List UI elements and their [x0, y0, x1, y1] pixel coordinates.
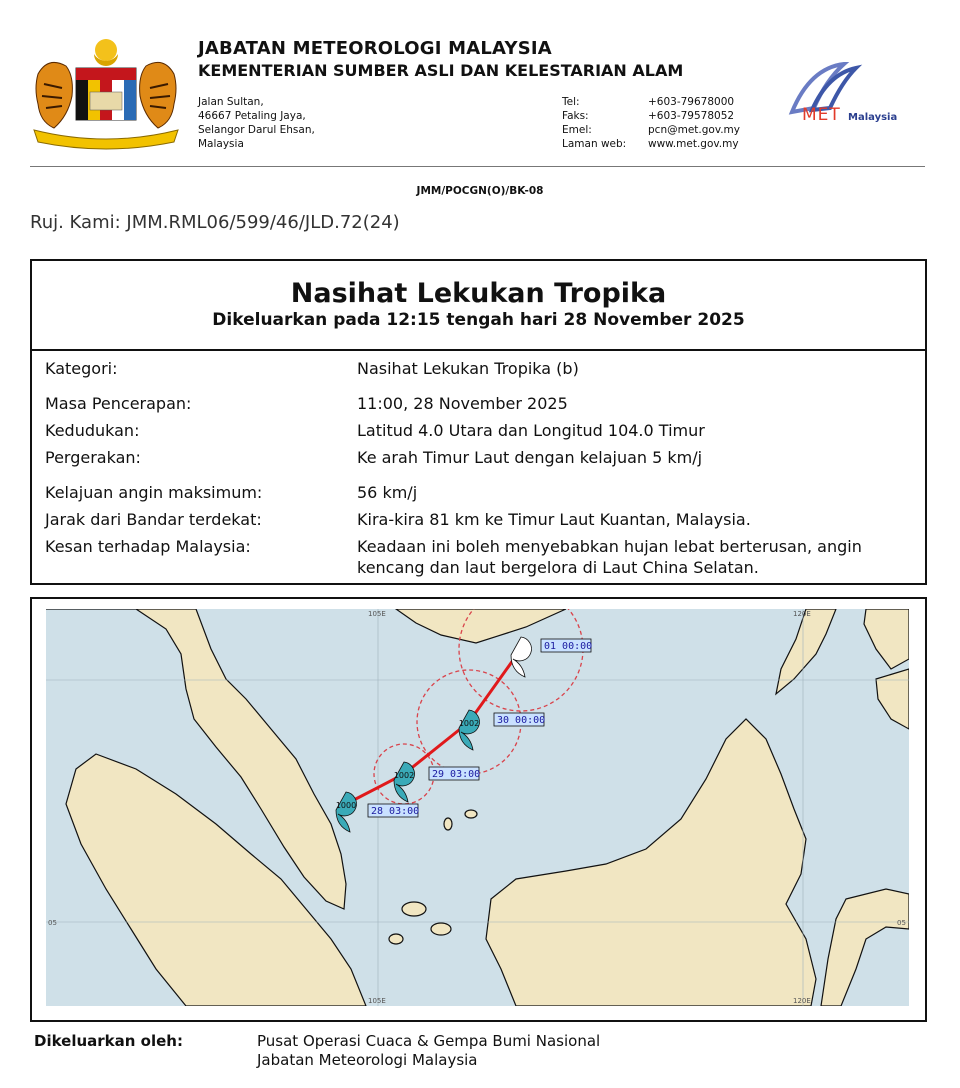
jata-negara-crest [30, 34, 182, 152]
advisory-header [32, 261, 925, 351]
reference-number: Ruj. Kami: JMM.RML06/599/46/JLD.72(24) [30, 212, 400, 233]
grid-label: 105E [368, 997, 386, 1005]
form-code: JMM/POCGN(O)/BK-08 [416, 185, 544, 197]
field-value: Kira-kira 81 km ke Timur Laut Kuantan, Malaysia. [357, 510, 751, 529]
issued-by-label: Dikeluarkan oleh: [34, 1032, 183, 1050]
met-malaysia-logo [782, 62, 922, 124]
field-value: Latitud 4.0 Utara dan Longitud 104.0 Timur [357, 421, 705, 440]
grid-label: 120E [793, 610, 811, 618]
address-line: Malaysia [198, 138, 244, 150]
land-islet [444, 818, 452, 830]
track-map-panel [30, 597, 927, 1022]
contact-value: pcn@met.gov.my [648, 124, 741, 136]
contact-label: Emel: [562, 124, 592, 136]
address-line: 46667 Petaling Jaya, [198, 110, 306, 122]
grid-label: 05 [897, 919, 906, 927]
contact-details [562, 95, 740, 151]
field-value: Keadaan ini boleh menyebabkan hujan lebat berterusan, angin kencang dan laut bergelora di Laut China Selatan. [357, 537, 862, 577]
contact-row-email [562, 123, 740, 137]
contact-value: +603-79578052 [648, 110, 735, 122]
contact-label: Laman web: [562, 138, 627, 150]
field-label: Jarak dari Bandar terdekat: [45, 510, 262, 529]
grid-label: 120E [793, 997, 811, 1005]
advisory-issued-time: Dikeluarkan pada 12:15 tengah hari 28 November 2025 [212, 310, 745, 330]
time-label: 01 00:00 [544, 641, 593, 652]
field-value: Ke arah Timur Laut dengan kelajuan 5 km/j [357, 448, 703, 467]
advisory-title: Nasihat Lekukan Tropika [290, 278, 667, 309]
storm-icon-label: 1000 [335, 801, 357, 810]
issued-by-line: Jabatan Meteorologi Malaysia [257, 1051, 478, 1069]
track-map [46, 609, 909, 1006]
met-logo-country: Malaysia [848, 112, 898, 123]
time-label: 29 03:00 [432, 769, 481, 780]
time-label: 28 03:00 [371, 806, 420, 817]
contact-row-web [562, 137, 740, 151]
contact-row-tel [562, 95, 740, 109]
issued-by-value [257, 1032, 600, 1070]
storm-icon-label: 1002 [393, 771, 415, 780]
organization-name: JABATAN METEOROLOGI MALAYSIA [198, 38, 552, 59]
land-islet [402, 902, 426, 916]
postal-address [198, 95, 315, 151]
field-label: Pergerakan: [45, 448, 141, 467]
land-islet [389, 934, 403, 944]
time-label: 30 00:00 [497, 715, 546, 726]
field-value: 11:00, 28 November 2025 [357, 394, 568, 413]
grid-label: 105E [368, 610, 386, 618]
header-divider [30, 166, 925, 167]
land-islet [431, 923, 451, 935]
contact-label: Tel: [562, 96, 580, 108]
contact-row-fax [562, 109, 740, 123]
field-label: Kesan terhadap Malaysia: [45, 537, 251, 556]
land-islet [465, 810, 477, 818]
field-label: Kategori: [45, 359, 118, 378]
issued-by-line: Pusat Operasi Cuaca & Gempa Bumi Nasional [257, 1032, 601, 1050]
grid-label: 05 [48, 919, 57, 927]
field-label: Masa Pencerapan: [45, 394, 192, 413]
field-label: Kelajuan angin maksimum: [45, 483, 263, 502]
contact-label: Faks: [562, 110, 589, 122]
field-label: Kedudukan: [45, 421, 140, 440]
storm-icon-label: 1002 [458, 719, 480, 728]
met-logo-word: MET [802, 105, 841, 124]
contact-value: www.met.gov.my [648, 138, 739, 150]
address-line: Selangor Darul Ehsan, [198, 124, 315, 136]
advisory-panel [30, 259, 927, 585]
ministry-name: KEMENTERIAN SUMBER ASLI DAN KELESTARIAN ALAM [198, 61, 684, 80]
address-line: Jalan Sultan, [198, 96, 264, 108]
field-value: 56 km/j [357, 483, 418, 502]
field-value: Nasihat Lekukan Tropika (b) [357, 359, 579, 378]
contact-value: +603-79678000 [648, 96, 735, 108]
